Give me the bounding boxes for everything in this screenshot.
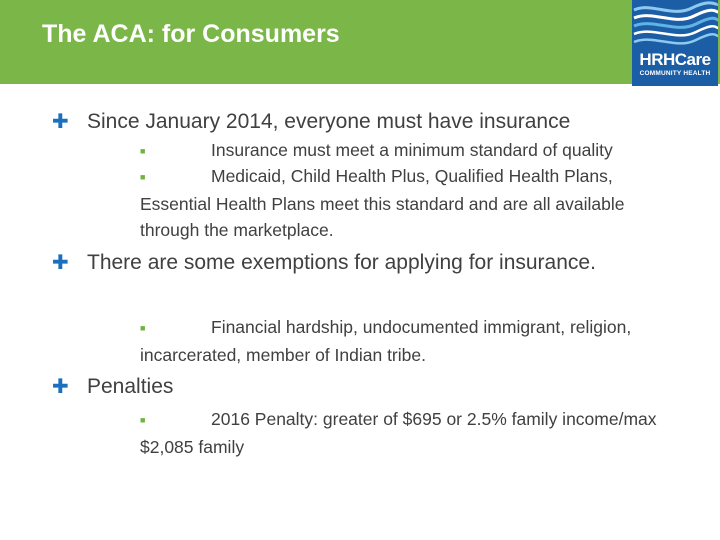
sub-bullet-text: Financial hardship, undocumented immigrant, religion, incarcerated, member of Indian tribe. xyxy=(140,317,632,365)
slide-header xyxy=(0,0,720,84)
plus-icon: ✚ xyxy=(52,376,69,398)
sub-bullet xyxy=(140,163,680,244)
sub-bullet-text: Medicaid, Child Health Plus, Qualified Health Plans, Essential Health Plans meet this standard and are all available through the marketplace. xyxy=(140,166,625,240)
square-bullet-icon: ■ xyxy=(140,415,146,425)
sub-bullet xyxy=(140,314,680,368)
sub-bullet xyxy=(140,406,680,460)
square-bullet-icon: ■ xyxy=(140,172,146,182)
square-bullet-icon: ■ xyxy=(140,146,146,156)
plus-icon: ✚ xyxy=(52,111,69,133)
slide-title: The ACA: for Consumers xyxy=(42,20,340,48)
wave-icon xyxy=(632,0,718,52)
logo-name: HRHCare xyxy=(639,50,711,69)
main-bullet-text: There are some exemptions for applying for insurance. xyxy=(87,251,596,274)
plus-icon: ✚ xyxy=(52,252,69,274)
logo-subtitle: COMMUNITY HEALTH xyxy=(639,70,711,77)
square-bullet-icon: ■ xyxy=(140,323,146,333)
main-bullet-text: Penalties xyxy=(87,375,174,398)
sub-bullet-text: Insurance must meet a minimum standard of quality xyxy=(211,140,613,160)
sub-bullet-text: 2016 Penalty: greater of $695 or 2.5% family income/max $2,085 family xyxy=(140,409,657,457)
sub-bullet xyxy=(140,137,680,165)
main-bullet-text: Since January 2014, everyone must have insurance xyxy=(87,110,571,133)
hrhcare-logo xyxy=(632,0,718,86)
